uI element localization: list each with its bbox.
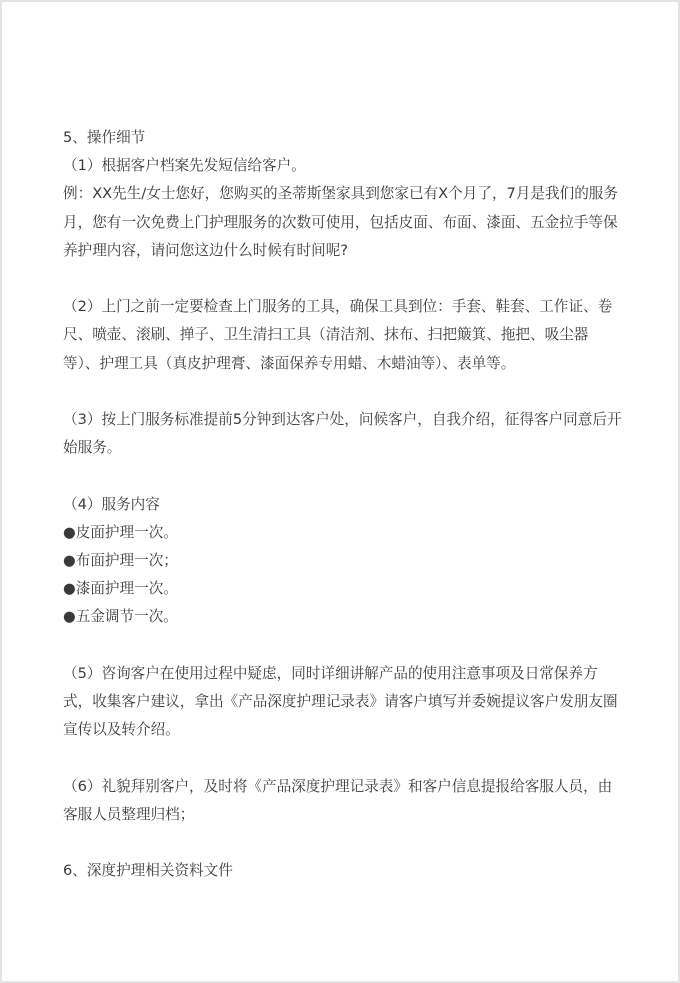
step-1-title: （1）根据客户档案先发短信给客户。 <box>63 157 306 175</box>
step-1-example: 例：XX先生/女士您好，您购买的圣蒂斯堡家具到您家已有X个月了，7月是我们的服务月，您有一次免费上门护理服务的次数可使用，包括皮面、布面、漆面、五金拉手等保养护理内容，请问您这边什么时候有时间呢? <box>63 185 618 259</box>
service-item: ●五金调节一次。 <box>63 608 178 626</box>
service-item: ●布面护理一次； <box>63 552 178 569</box>
step-2: （2）上门之前一定要检查上门服务的工具，确保工具到位：手套、鞋套、工作证、卷尺、喷壶、滚刷、掸子、卫生清扫工具（清洁剂、抹布、扫把簸箕、拖把、吸尘器等）、护理工具（真皮护理膏、漆面保养专用蜡、木蜡油等）、表单等。 <box>63 298 613 372</box>
section-5-heading: 5、操作细节 <box>63 129 146 146</box>
step-5: （5）咨询客户在使用过程中疑虑，同时详细讲解产品的使用注意事项及日常保养方式，收集客户建议，拿出《产品深度护理记录表》请客户填写并委婉提议客户发朋友圈宣传以及转介绍。 <box>63 664 618 739</box>
step-3: （3）按上门服务标准提前5分钟到达客户处，问候客户，自我介绍，征得客户同意后开始服务。 <box>63 411 622 457</box>
step-6: （6）礼貌拜别客户，及时将《产品深度护理记录表》和客户信息提报给客服人员，由客服人员整理归档； <box>63 777 613 823</box>
service-item: ●漆面护理一次。 <box>63 580 178 598</box>
section-6-heading: 6、深度护理相关资料文件 <box>63 862 233 880</box>
document-body <box>63 124 623 885</box>
service-item: ●皮面护理一次。 <box>63 523 178 541</box>
step-4-title: （4）服务内容 <box>63 495 160 513</box>
